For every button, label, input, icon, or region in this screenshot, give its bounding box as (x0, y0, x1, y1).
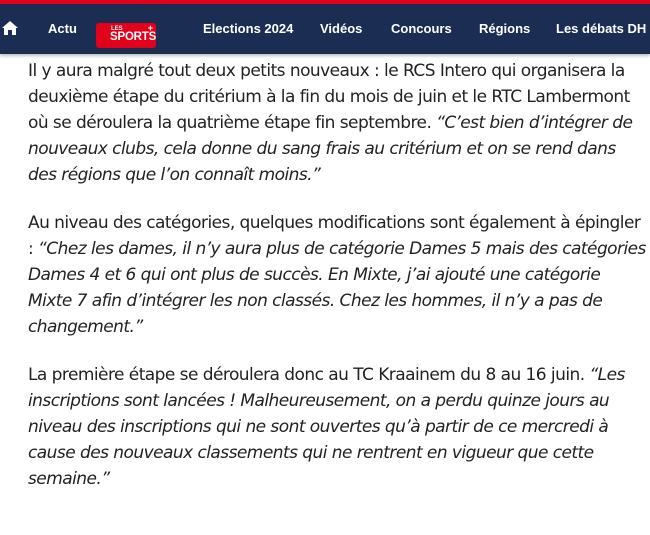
article-body (28, 58, 646, 514)
logo-sports-text: SPORTS (110, 31, 157, 43)
article-paragraph (28, 210, 646, 340)
nav-item-les-debats-dh[interactable]: Les débats DH (556, 21, 647, 36)
nav-item-concours[interactable]: Concours (391, 21, 452, 36)
logo-les-text: LES (111, 26, 123, 32)
main-navigation (0, 4, 650, 54)
paragraph-text: Il y aura malgré tout deux petits nouveaux : le RCS Intero qui organisera la deuxième étape du critérium à la fin du mois de juin et le RTC Lambermont où se déroulera la quatrième étape fin septembre. (28, 61, 630, 133)
home-icon (2, 21, 18, 35)
logo-plus-icon: + (147, 23, 153, 33)
nav-item-regions[interactable]: Régions (479, 21, 531, 36)
sports-plus-logo[interactable] (96, 23, 156, 48)
nav-item-actu[interactable]: Actu (48, 21, 77, 36)
paragraph-text: Au niveau des catégories, quelques modifications sont également à épingler : (28, 213, 641, 259)
paragraph-quote: “C’est bien d’intégrer de nouveaux clubs, cela donne du sang frais au critérium et on se rend dans des régions que l’on connaît moins.” (28, 113, 633, 185)
paragraph-text: La première étape se déroulera donc au TC Kraainem du 8 au 16 juin. (28, 365, 590, 385)
home-link[interactable] (0, 4, 22, 54)
article-paragraph (28, 362, 646, 492)
nav-item-elections-2024[interactable]: Elections 2024 (203, 21, 294, 36)
paragraph-quote: “Les inscriptions sont lancées ! Malheureusement, on a perdu quinze jours au niveau des inscriptions qui ne sont ouvertes qu’à partir de ce mercredi à cause des nouveaux classements qui ne rentrent en vigueur que cette semaine.” (28, 365, 625, 489)
paragraph-quote: “Chez les dames, il n’y aura plus de catégorie Dames 5 mais des catégories Dames 4 et 6 qui ont plus de succès. En Mixte, j’ai ajouté une catégorie Mixte 7 afin d’intégrer les non classés. Chez les hommes, il n’y a pas de changement.” (28, 239, 646, 337)
nav-item-videos[interactable]: Vidéos (320, 21, 363, 36)
article-paragraph (28, 58, 646, 188)
